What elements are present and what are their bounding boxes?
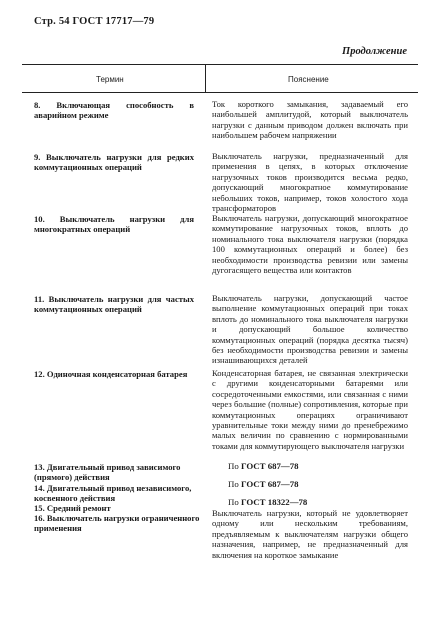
definition-16: Выключатель нагрузки, который не удовлетворяет одному или нескольким требованиям, предъявляемым к выключателям нагрузки общего назначения, например, не предназначенный для включения на короткое замыкание [212,508,408,560]
reference-15: По ГОСТ 18322—78 [228,497,308,507]
term-12: 12. Одиночная конденсаторная батарея [34,369,188,379]
table-header-rule [22,92,418,93]
term-14: 14. Двигательный привод независимого, косвенного действия [34,483,192,504]
continuation-label: Продолжение [342,46,407,57]
page-header-left: Стр. 54 ГОСТ 17717—79 [34,16,155,27]
term-13: 13. Двигательный привод зависимого (прямого) действия [34,462,181,483]
definition-12: Конденсаторная батарея, не связанная электрически с другими конденсаторными батареями или сосредоточенными емкостями, или связанная с ними через большие (полные) сопротивления, которые при коммутационных операциях ограничивают уравнительные токи между ними до пренебрежимо малых величин по сравнению с нормированными токами для коммутирующего выключателя нагрузки [212,368,408,451]
reference-14: По ГОСТ 687—78 [228,479,299,489]
definition-9: Выключатель нагрузки, предназначенный для применения в цепях, в которых отключение нагрузочных токов производится весьма редко, допускающий многократное коммутирование небольших токов, например, токов холостого хода трансформаторов [212,151,408,214]
term-15: 15. Средний ремонт [34,503,111,513]
term-11: 11. Выключатель нагрузки для частых коммутационных операций [34,294,194,315]
definition-11: Выключатель нагрузки, допускающий частое выполнение коммутационных операций при токах вплоть до номинального тока выключателя нагрузки и допускающий большое количество коммутационных операций (порядка десятка тысяч) без необходимости производства ревизии и замены изнашивающихся деталей [212,293,408,366]
definition-8: Ток короткого замыкания, задаваемый его наибольшей амплитудой, который выключатель нагрузки с данным приводом должен включать при наибольшем рабочем напряжении [212,99,408,141]
term-16: 16. Выключатель нагрузки ограниченного применения [34,513,200,534]
definition-10: Выключатель нагрузки, допускающий многократное коммутирование нагрузочных токов, вплоть до номинального тока выключателя нагрузки (порядка 100 коммутационных операций и более) без необходимости производства ревизии или замены дугогасящего вещества или контактов [212,213,408,276]
reference-13: По ГОСТ 687—78 [228,461,299,471]
column-divider [205,64,206,92]
column-header-term: Термин [96,75,124,84]
term-8: 8. Включающая способность в аварийном режиме [34,100,194,121]
column-header-explanation: Пояснение [288,75,329,84]
term-9: 9. Выключатель нагрузки для редких коммутационных операций [34,152,194,173]
term-10: 10. Выключатель нагрузки для многократных операций [34,214,194,235]
table-top-rule [22,64,418,65]
